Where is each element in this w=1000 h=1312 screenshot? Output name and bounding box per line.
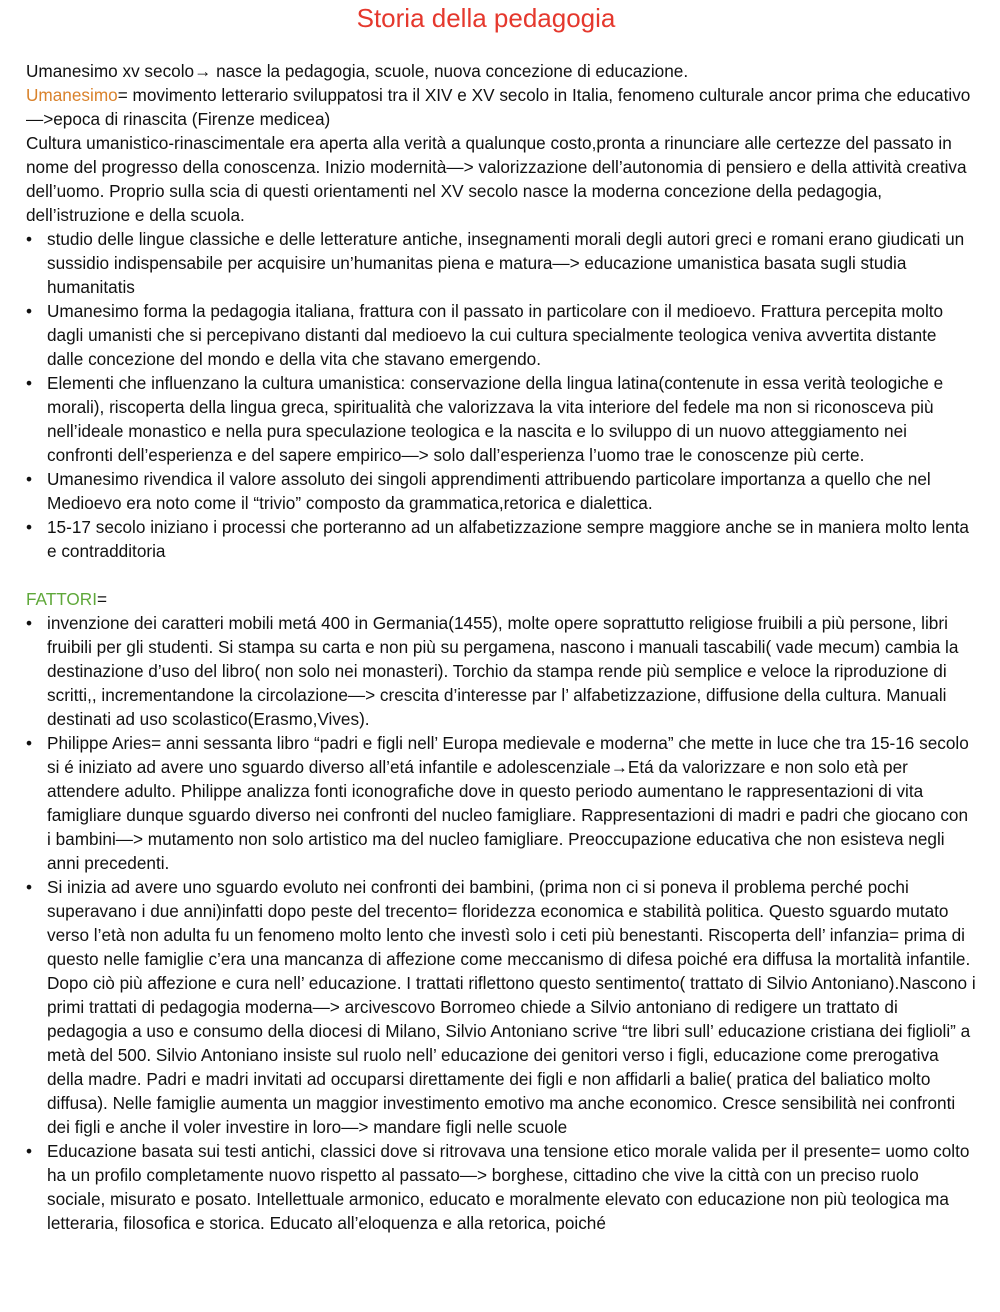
bullet-icon: • — [26, 733, 33, 753]
umanesimo-definition — [26, 83, 976, 131]
fattori-suffix: = — [96, 589, 108, 609]
page-title: Storia della pedagogia — [356, 3, 616, 33]
cultura-paragraph: Cultura umanistico-rinascimentale era aperta alla verità a qualunque costo,pronta a rinunciare alle certezze del passato in nome del progresso della conoscenza. Inizio modernità—> valorizzazione dell’autonomia di pensiero e della attività creativa dell’uomo. Proprio sulla scia di questi orientamenti nel XV secolo nasce la moderna concezione della pedagogia, dell’istruzione e della scuola. — [26, 133, 967, 225]
bullet-icon: • — [26, 613, 33, 633]
list-item: • Philippe Aries= anni sessanta libro “padri e figli nell’ Europa medievale e moderna” che mette in luce che tra 15-16 secolo si é iniziato ad avere uno sguardo diverso all’etá infantile e adolescenziale→Etá da valorizzare e non solo età per attendere adulto. Philippe analizza fonti iconografiche dove in questo periodo aumentano le rappresentazioni di vita famigliare dunque sguardo diverso nei confronti del nucleo famigliare. Rappresentazioni di madri e padri che giocano con i bambini—> mutamento non solo artistico ma del nucleo famigliare. Preoccupazione educativa che non esisteva negli anni precedenti. — [26, 733, 969, 873]
bullet-icon: • — [26, 469, 33, 489]
intro-line: Umanesimo xv secolo→ nasce la pedagogia, scuole, nuova concezione di educazione. — [26, 61, 689, 81]
bullet-icon: • — [26, 877, 33, 897]
list-item: • studio delle lingue classiche e delle letterature antiche, insegnamenti morali degli autori greci e romani erano giudicati un sussidio indispensabile per acquisire un’humanitas piena e matura—> educazione umanistica basata sugli studia humanitatis — [26, 229, 965, 297]
list-item: • Elementi che influenzano la cultura umanistica: conservazione della lingua latina(contenute in essa verità teologiche e morali), riscoperta della lingua greca, spiritualità che valorizzava la vita interiore del fedele ma non si riconosceva più nell’ideale monastico e nella pura speculazione teologica e la nascita e lo sviluppo di un nuovo atteggiamento nei confronti dell’esperienza e del sapere empirico—> solo dall’esperienza l’uomo trae le conoscenze più certe. — [26, 373, 944, 465]
fattori-term: FATTORI — [26, 589, 97, 609]
document-page — [26, 0, 976, 1235]
bullet-icon: • — [26, 301, 33, 321]
bullet-icon: • — [26, 373, 33, 393]
list-item: • invenzione dei caratteri mobili metá 400 in Germania(1455), molte opere soprattutto religiose fruibili a più persone, libri fruibili per gli studenti. Si stampa su carta e non più su pergamena, nascono i manuali tascabili( vade mecum) cambia la destinazione d’uso del libro( non solo nei monasteri). Torchio da stampa rende più semplice e veloce la riproduzione di scritti,, incrementandone la circolazione—> crescita d’interesse par l’ alfabetizzazione, diffusione della cultura. Manuali destinati ad uso scolastico(Erasmo,Vives). — [26, 613, 959, 729]
bullet-icon: • — [26, 517, 33, 537]
fattori-heading — [26, 587, 976, 611]
bullet-list-fattori — [26, 611, 976, 1235]
bullet-icon: • — [26, 229, 33, 249]
list-item: • Umanesimo forma la pedagogia italiana, frattura con il passato in particolare con il medioevo. Frattura percepita molto dagli umanisti che si percepivano distanti dal medioevo la cui cultura specialmente teologica veniva avvertita distante dalle concezione del mondo e della vita che stavano emergendo. — [26, 301, 944, 369]
umanesimo-term: Umanesimo — [26, 85, 118, 105]
umanesimo-definition-text: = movimento letterario sviluppatosi tra il XIV e XV secolo in Italia, fenomeno culturale ancor prima che educativo—>epoca di rinascita (Firenze medicea) — [26, 85, 971, 129]
list-item: • Umanesimo rivendica il valore assoluto dei singoli apprendimenti attribuendo particolare importanza a quello che nel Medioevo era noto come il “trivio” composto da grammatica,retorica e dialettica. — [26, 469, 931, 513]
list-item: • Educazione basata sui testi antichi, classici dove si ritrovava una tensione etico morale valida per il presente= uomo colto ha un profilo completamente nuovo rispetto al passato—> borghese, cittadino che vive la città con un preciso ruolo sociale, misurato e posato. Intellettuale armonico, educato e moralmente elevato con educazione non più teologica ma letteraria, filosofica e storica. Educato all’eloquenza e alla retorica, poiché — [26, 1141, 970, 1233]
bullet-list-umanesimo — [26, 227, 976, 563]
bullet-icon: • — [26, 1141, 33, 1161]
spacer — [26, 563, 976, 587]
list-item: • 15-17 secolo iniziano i processi che porteranno ad un alfabetizzazione sempre maggiore anche se in maniera molto lenta e contradditoria — [26, 517, 969, 561]
list-item: • Si inizia ad avere uno sguardo evoluto nei confronti dei bambini, (prima non ci si poneva il problema perché pochi superavano i due anni)infatti dopo peste del trecento= floridezza economica e stabilità politica. Questo sguardo mutato verso l’età non adulta fu un fenomeno molto lento che investì solo i ceti più benestanti. Riscoperta dell’ infanzia= prima di questo nelle famiglie c’era una mancanza di affezione come meccanismo di difesa poiché era diffusa la mortalità infantile. Dopo ciò più affezione e cura nell’ educazione. I trattati riflettono questo sentimento( trattato di Silvio Antoniano).Nascono i primi trattati di pedagogia moderna—> arcivescovo Borromeo chiede a Silvio antoniano di redigere un trattato di pedagogia a uso e consumo della diocesi di Milano, Silvio Antoniano scrive “tre libri sull’ educazione cristiana dei figlioli” a metà del 500. Silvio Antoniano insiste sul ruolo nell’ educazione dei genitori verso i figli, educazione come prerogativa della madre. Padri e madri invitati ad occuparsi direttamente dei figli e non affidarli a balie( pratica del baliatico molto diffusa). Nelle famiglie aumenta un maggior investimento emotivo ma anche economico. Cresce sensibilità nei confronti dei figli e anche il voler investire in loro—> mandare figli nelle scuole — [26, 877, 976, 1137]
